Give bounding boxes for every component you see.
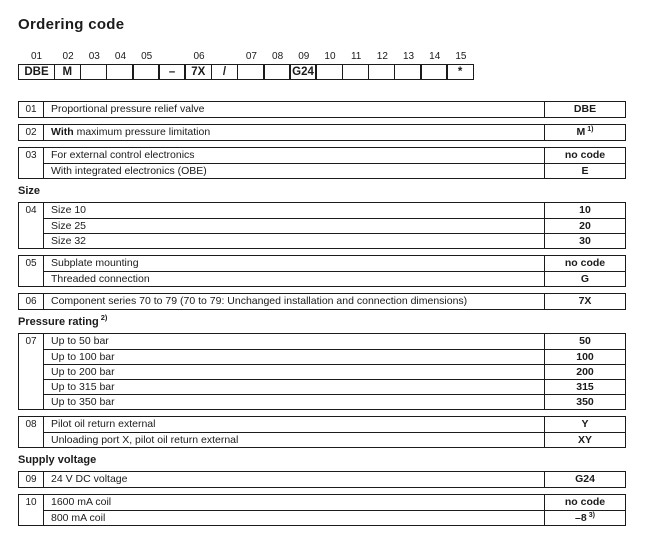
option-code — [544, 433, 625, 447]
option-code-value: G — [580, 273, 590, 285]
code-box-filled: 7X — [184, 64, 212, 80]
option-description: Pilot oil return external — [51, 418, 156, 430]
option-code — [544, 365, 625, 379]
section-header-label: Size — [18, 185, 41, 197]
code-position-09 — [291, 50, 317, 80]
footnote-ref: 1) — [587, 125, 594, 133]
code-position-15 — [448, 50, 474, 80]
option-code-value: XY — [577, 434, 592, 446]
ordering-group-04 — [18, 202, 626, 249]
ordering-group-02 — [18, 124, 626, 141]
option-code — [544, 417, 625, 432]
code-box-filled: – — [158, 64, 186, 80]
option-description: With maximum pressure limitation — [51, 126, 211, 138]
group-number: 02 — [19, 125, 44, 140]
code-box-empty — [420, 64, 448, 80]
section-header — [18, 454, 626, 467]
position-number: 15 — [455, 51, 467, 62]
option-code-value: 30 — [579, 235, 591, 247]
option-row — [44, 163, 625, 178]
option-description: Size 32 — [51, 235, 87, 247]
option-row — [44, 148, 625, 163]
option-code-value: no code — [564, 257, 606, 269]
option-row — [44, 256, 625, 271]
ordering-code-page — [0, 16, 645, 558]
ordering-group-03 — [18, 147, 626, 179]
ordering-group-07 — [18, 333, 626, 410]
group-number: 03 — [19, 148, 44, 178]
group-rows — [44, 102, 625, 117]
position-number: 01 — [30, 51, 43, 62]
position-number: 09 — [298, 51, 310, 62]
option-code — [544, 472, 625, 487]
option-description: 24 V DC voltage — [51, 473, 128, 485]
code-separator-5 — [160, 50, 186, 80]
group-number: 04 — [19, 203, 44, 248]
ordering-group-08 — [18, 416, 626, 448]
option-code-value: 200 — [576, 366, 594, 378]
option-description: Size 25 — [51, 220, 87, 232]
code-position-04 — [107, 50, 133, 80]
bold-text: With — [51, 126, 74, 138]
option-description: Unloading port X, pilot oil return external — [51, 434, 239, 446]
position-number: 11 — [350, 51, 362, 62]
option-description: Subplate mounting — [51, 257, 139, 269]
option-row — [44, 271, 625, 286]
option-row — [44, 102, 625, 117]
ordering-group-01 — [18, 101, 626, 118]
footnote-ref: 3) — [588, 511, 595, 519]
option-code — [544, 256, 625, 271]
group-rows — [44, 125, 625, 140]
option-description: Up to 50 bar — [51, 335, 109, 347]
code-box-empty — [132, 64, 160, 80]
group-number: 06 — [19, 294, 44, 309]
page-title: Ordering code — [18, 16, 125, 33]
option-code-value: no code — [564, 496, 606, 508]
group-rows — [44, 148, 625, 178]
option-code — [544, 334, 625, 349]
position-number: 10 — [324, 51, 336, 62]
option-description: With integrated electronics (OBE) — [51, 165, 207, 177]
option-row — [44, 510, 625, 525]
group-number: 05 — [19, 256, 44, 286]
position-number: 12 — [376, 51, 388, 62]
code-box-empty — [263, 64, 291, 80]
code-position-01 — [18, 50, 55, 80]
position-number: 05 — [141, 51, 153, 62]
code-position-03 — [81, 50, 107, 80]
code-box-filled: / — [211, 64, 239, 80]
option-code — [544, 203, 625, 218]
section-header — [18, 185, 626, 198]
position-number: 04 — [114, 51, 127, 62]
option-row — [44, 379, 625, 394]
option-row — [44, 472, 625, 487]
option-row — [44, 432, 625, 447]
option-description: 1600 mA coil — [51, 496, 112, 508]
code-box-empty — [394, 64, 422, 80]
option-row — [44, 294, 625, 309]
option-description: Up to 350 bar — [51, 396, 115, 408]
option-code-value: M — [576, 126, 586, 138]
option-row — [44, 495, 625, 510]
ordering-code-row — [18, 50, 474, 80]
option-code — [544, 164, 625, 178]
option-code — [544, 511, 625, 525]
ordering-group-05 — [18, 255, 626, 287]
option-code — [544, 395, 625, 409]
code-position-12 — [369, 50, 395, 80]
code-position-05 — [134, 50, 160, 80]
group-rows — [44, 472, 625, 487]
ordering-group-06 — [18, 293, 626, 310]
code-box-filled: DBE — [18, 64, 55, 80]
code-box-filled: * — [446, 64, 474, 80]
section-header-label: Supply voltage — [18, 454, 97, 466]
option-code — [544, 234, 625, 248]
option-code — [544, 148, 625, 163]
footnote-ref: 2) — [100, 313, 108, 323]
group-rows — [44, 256, 625, 286]
position-number — [212, 50, 238, 64]
group-rows — [44, 417, 625, 447]
code-box-empty — [368, 64, 396, 80]
option-row — [44, 218, 625, 233]
option-row — [44, 334, 625, 349]
code-box-empty — [342, 64, 370, 80]
code-position-10 — [317, 50, 343, 80]
option-description: Component series 70 to 79 (70 to 79: Unchanged installation and connection dimensions) — [51, 295, 468, 307]
option-code-value: 315 — [576, 381, 594, 393]
code-box-empty — [106, 64, 134, 80]
option-code — [544, 294, 625, 309]
option-code-value: 350 — [576, 396, 594, 408]
option-code — [544, 102, 625, 117]
option-code-value: 100 — [576, 351, 594, 363]
option-code — [544, 495, 625, 510]
group-number: 09 — [19, 472, 44, 487]
group-rows — [44, 334, 625, 409]
option-code — [544, 219, 625, 233]
option-code-value: G24 — [575, 473, 595, 485]
option-code-value: 50 — [579, 335, 591, 347]
group-rows — [44, 203, 625, 248]
option-description: Proportional pressure relief valve — [51, 103, 205, 115]
group-number: 07 — [19, 334, 44, 409]
code-position-13 — [395, 50, 421, 80]
option-code-value: 10 — [579, 204, 591, 216]
code-box-filled: M — [54, 64, 82, 80]
option-description: Threaded connection — [51, 273, 150, 285]
option-code-value: E — [581, 165, 589, 177]
section-header — [18, 313, 626, 329]
option-description: For external control electronics — [51, 149, 195, 161]
code-position-06 — [186, 50, 212, 80]
group-rows — [44, 294, 625, 309]
option-code — [544, 125, 625, 140]
group-number: 10 — [19, 495, 44, 525]
position-number: 03 — [88, 51, 100, 62]
option-code-value: 7X — [578, 295, 592, 307]
position-number — [160, 50, 186, 64]
option-code-value: –8 — [575, 512, 587, 524]
option-row — [44, 349, 625, 364]
code-box-empty — [80, 64, 108, 80]
position-number: 07 — [245, 51, 257, 62]
code-box-empty — [237, 64, 265, 80]
code-position-14 — [422, 50, 448, 80]
option-row — [44, 203, 625, 218]
option-description: 800 mA coil — [51, 512, 106, 524]
group-number: 01 — [19, 102, 44, 117]
position-number: 02 — [62, 51, 74, 62]
code-box-empty — [315, 64, 343, 80]
option-code-value: 20 — [579, 220, 591, 232]
option-description: Up to 100 bar — [51, 351, 115, 363]
option-row — [44, 417, 625, 432]
ordering-table — [18, 101, 626, 526]
code-separator-7 — [212, 50, 238, 80]
group-number: 08 — [19, 417, 44, 447]
option-code — [544, 272, 625, 286]
code-box-filled: G24 — [289, 64, 317, 80]
position-number: 08 — [272, 51, 284, 62]
section-header-label: Pressure rating — [18, 316, 99, 328]
position-number: 13 — [402, 51, 415, 62]
option-code — [544, 380, 625, 394]
option-row — [44, 364, 625, 379]
group-rows — [44, 495, 625, 525]
option-row — [44, 125, 625, 140]
code-position-11 — [343, 50, 369, 80]
option-row — [44, 233, 625, 248]
option-code-value: DBE — [573, 103, 597, 115]
code-position-08 — [265, 50, 291, 80]
option-description: Size 10 — [51, 204, 87, 216]
option-code-value: no code — [564, 149, 606, 161]
ordering-group-10 — [18, 494, 626, 526]
ordering-group-09 — [18, 471, 626, 488]
code-position-02 — [55, 50, 81, 80]
option-code — [544, 350, 625, 364]
option-code-value: Y — [581, 418, 589, 430]
position-number: 14 — [429, 51, 441, 62]
code-position-07 — [238, 50, 264, 80]
position-number: 06 — [193, 51, 205, 62]
option-description: Up to 200 bar — [51, 366, 115, 378]
option-description: Up to 315 bar — [51, 381, 115, 393]
option-row — [44, 394, 625, 409]
